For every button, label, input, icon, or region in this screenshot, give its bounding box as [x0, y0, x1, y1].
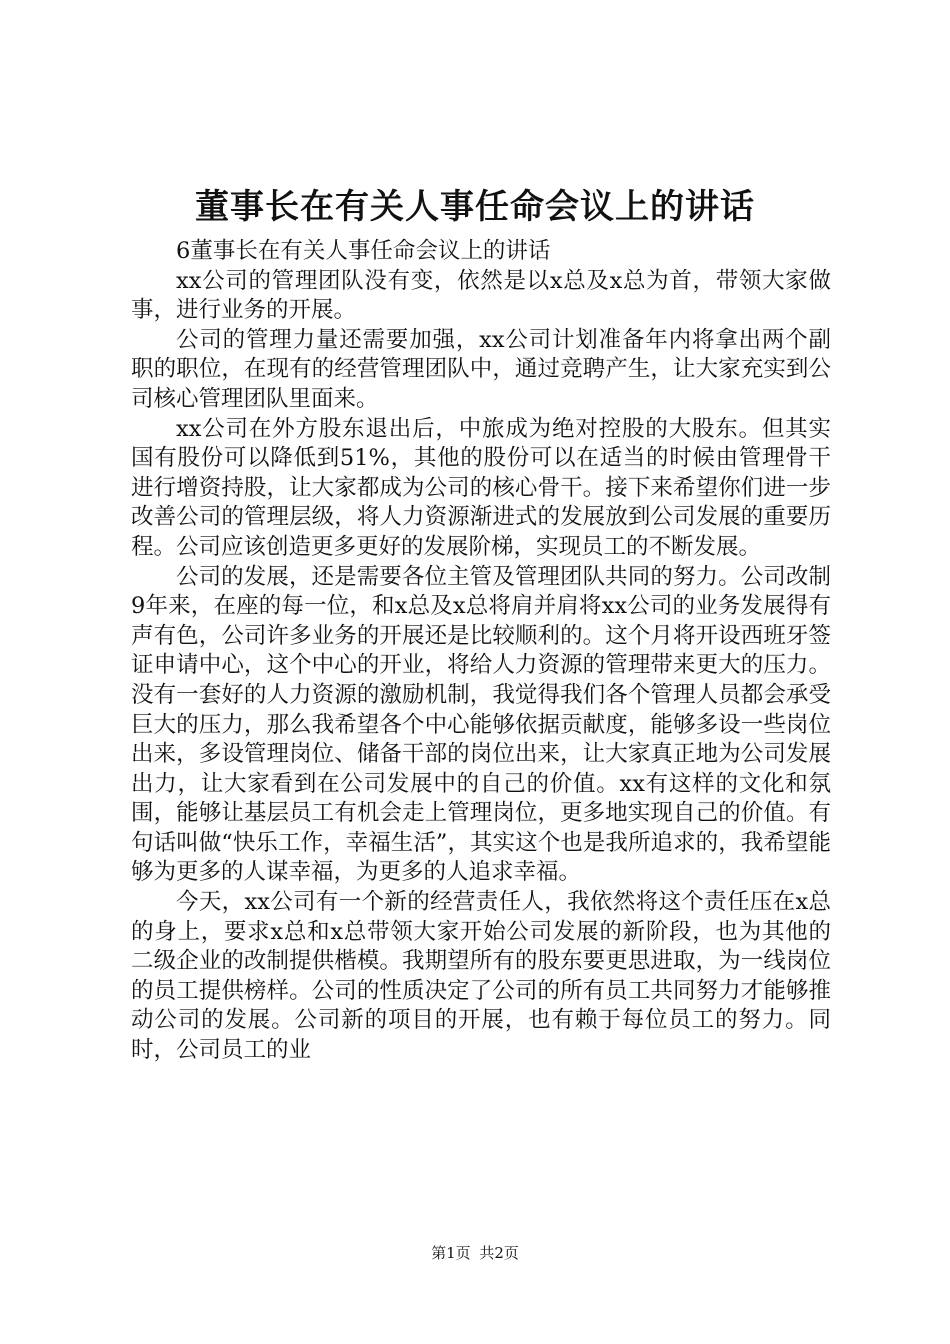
body-paragraph: 今天，xx公司有一个新的经营责任人，我依然将这个责任压在x总的身上，要求x总和x总带领大家开始公司发展的新阶段，也为其他的二级企业的改制提供楷模。我期望所有的股东要更思进取，为一线岗位的员工提供榜样。公司的性质决定了公司的所有员工共同努力才能够推动公司的发展。公司新的项目的开展，也有赖于每位员工的努力。同时，公司员工的业: [131, 889, 831, 1064]
document-title: 董事长在有关人事任命会议上的讲话: [195, 187, 755, 227]
page-footer: [0, 1243, 950, 1263]
body-paragraph: xx公司在外方股东退出后，中旅成为绝对控股的大股东。但其实国有股份可以降低到51%，其他的股份可以在适当的时候由管理骨干进行增资持股，让大家都成为公司的核心骨干。接下来希望你们进一步改善公司的管理层级，将人力资源渐进式的发展放到公司发展的重要历程。公司应该创造更多更好的发展阶梯，实现员工的不断发展。: [131, 415, 831, 560]
page-total: 共2页: [479, 1244, 519, 1262]
body-paragraph: xx公司的管理团队没有变，依然是以x总及x总为首，带领大家做事，进行业务的开展。: [131, 267, 831, 324]
body-paragraph: 公司的管理力量还需要加强，xx公司计划准备年内将拿出两个副职的职位，在现有的经营管理团队中，通过竞聘产生，让大家充实到公司核心管理团队里面来。: [131, 326, 831, 412]
document-body: [131, 237, 831, 1066]
page-number: 第1页: [431, 1244, 471, 1262]
body-paragraph: 公司的发展，还是需要各位主管及管理团队共同的努力。公司改制9年来，在座的每一位，和x总及x总将肩并肩将xx公司的业务发展得有声有色，公司许多业务的开展还是比较顺利的。这个月将开设西班牙签证申请中心，这个中心的开业，将给人力资源的管理带来更大的压力。没有一套好的人力资源的激励机制，我觉得我们各个管理人员都会承受巨大的压力，那么我希望各个中心能够依据贡献度，能够多设一些岗位出来，多设管理岗位、储备干部的岗位出来，让大家真正地为公司发展出力，让大家看到在公司发展中的自己的价值。xx有这样的文化和氛围，能够让基层员工有机会走上管理岗位，更多地实现自己的价值。有句话叫做“快乐工作，幸福生活”，其实这个也是我所追求的，我希望能够为更多的人谋幸福，为更多的人追求幸福。: [131, 563, 831, 886]
body-paragraph: 6董事长在有关人事任命会议上的讲话: [176, 238, 551, 264]
